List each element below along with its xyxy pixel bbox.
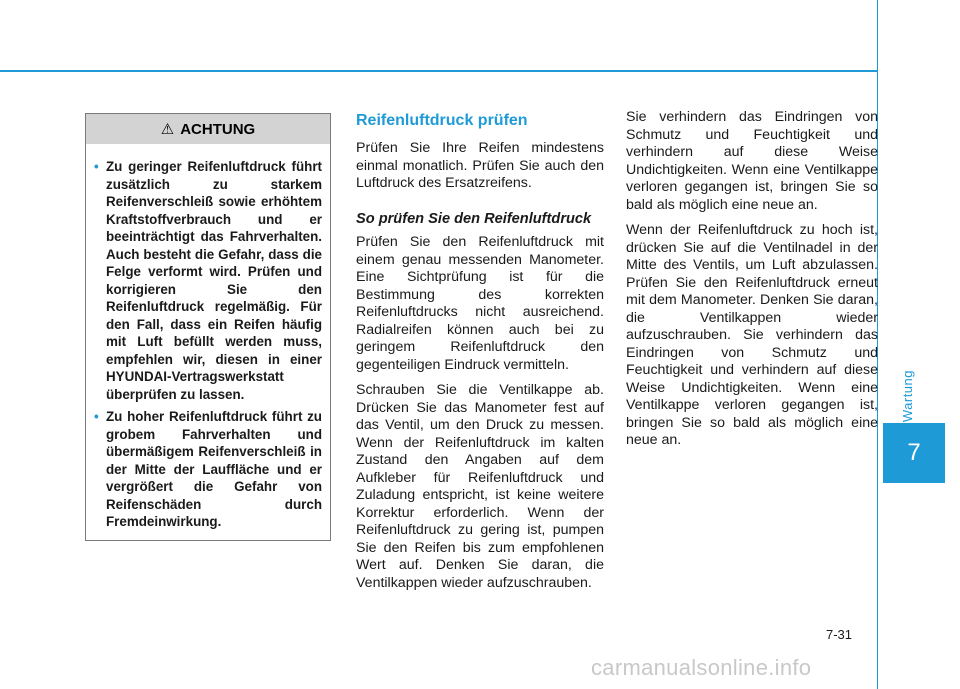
subsection-title: So prüfen Sie den Reifenluftdruck (356, 210, 592, 227)
warning-item (94, 408, 322, 531)
intro-paragraph: Prüfen Sie Ihre Reifen mindestens einmal monatlich. Prüfen Sie auch den Luftdruck des Ersatzreifens. (356, 140, 604, 191)
bullet-icon: • (94, 409, 99, 424)
chapter-tab-label: Wartung (900, 370, 915, 423)
header-rule (0, 70, 877, 72)
section-title: Reifenluftdruck prüfen (356, 112, 528, 129)
warning-header (86, 114, 330, 144)
body-paragraph: Wenn der Reifenluftdruck zu hoch ist, drücken Sie auf die Ventilnadel in der Mitte des Ventils, um Luft abzulassen. Prüfen Sie den Reifenluftdruck erneut mit dem Manometer. Denken Sie daran, die Ventilkappen wieder aufzuschrauben. Sie verhindern das Eindringen von Schmutz und Feuchtigkeit und verhindern auf diese Weise Undichtigkeiten. Wenn eine Ventilkappe verloren gegangen ist, bringen Sie so bald als möglich eine neue an. (626, 222, 878, 448)
body-paragraph: Sie verhindern das Eindringen von Schmutz und Feuchtigkeit und verhindern auf diese Weise Undichtigkeiten. Wenn eine Ventilkappe verloren gegangen ist, bringen Sie so bald als möglich eine neue an. (626, 109, 878, 213)
watermark: carmanualsonline.info (591, 655, 812, 680)
warning-item-text: Zu hoher Reifenluftdruck führt zu grobem Fahrverhalten und übermäßigem Reifenverschleiß in der Mitte der Lauffläche und er vergrößert die Gefahr von Reifenschäden durch Fremdeinwirkung. (106, 409, 322, 529)
warning-triangle-icon: ⚠ (160, 121, 175, 138)
page-number: 7-31 (826, 627, 853, 642)
right-column (626, 109, 878, 458)
warning-box (85, 113, 331, 541)
body-paragraph: Schrauben Sie die Ventilkappe ab. Drücken Sie das Manometer fest auf das Ventil, um den Druck zu messen. Wenn der Reifenluftdruck im kalten Zustand den Angaben auf dem Aufkleber für Reifenluftdruck und Zuladung entspricht, ist keine weitere Korrektur erforderlich. Wenn der Reifenluftdruck zu gering ist, pumpen Sie den Reifen bis zum empfohlenen Wert auf. Denken Sie daran, die Ventilkappen wieder aufzuschrauben. (356, 382, 604, 591)
warning-list (86, 144, 330, 531)
warning-item (94, 158, 322, 403)
bullet-icon: • (94, 159, 99, 174)
main-column (356, 112, 604, 600)
warning-item-text: Zu geringer Reifenluftdruck führt zusätzlich zu starkem Reifenverschleiß sowie erhöhtem Kraftstoffverbrauch und er beeinträchtigt das Fahrverhalten. Auch besteht die Gefahr, dass die Felge verformt wird. Prüfen und korrigieren Sie den Reifenluftdruck regelmäßig. Für den Fall, dass ein Reifen häufig mit Luft befüllt werden muss, empfehlen wir, diesen in einer HYUNDAI-Vertragswerkstatt überprüfen zu lassen. (106, 159, 322, 402)
body-paragraph: Prüfen Sie den Reifenluftdruck mit einem genau messenden Manometer. Eine Sichtprüfung ist für die Bestimmung des korrekten Reifenluftdrucks nicht ausreichend. Radialreifen können auch bei zu geringem Reifenluftdruck den gegenteiligen Eindruck vermitteln. (356, 234, 604, 373)
warning-title: ACHTUNG (180, 120, 256, 138)
chapter-tab-number: 7 (883, 423, 945, 483)
